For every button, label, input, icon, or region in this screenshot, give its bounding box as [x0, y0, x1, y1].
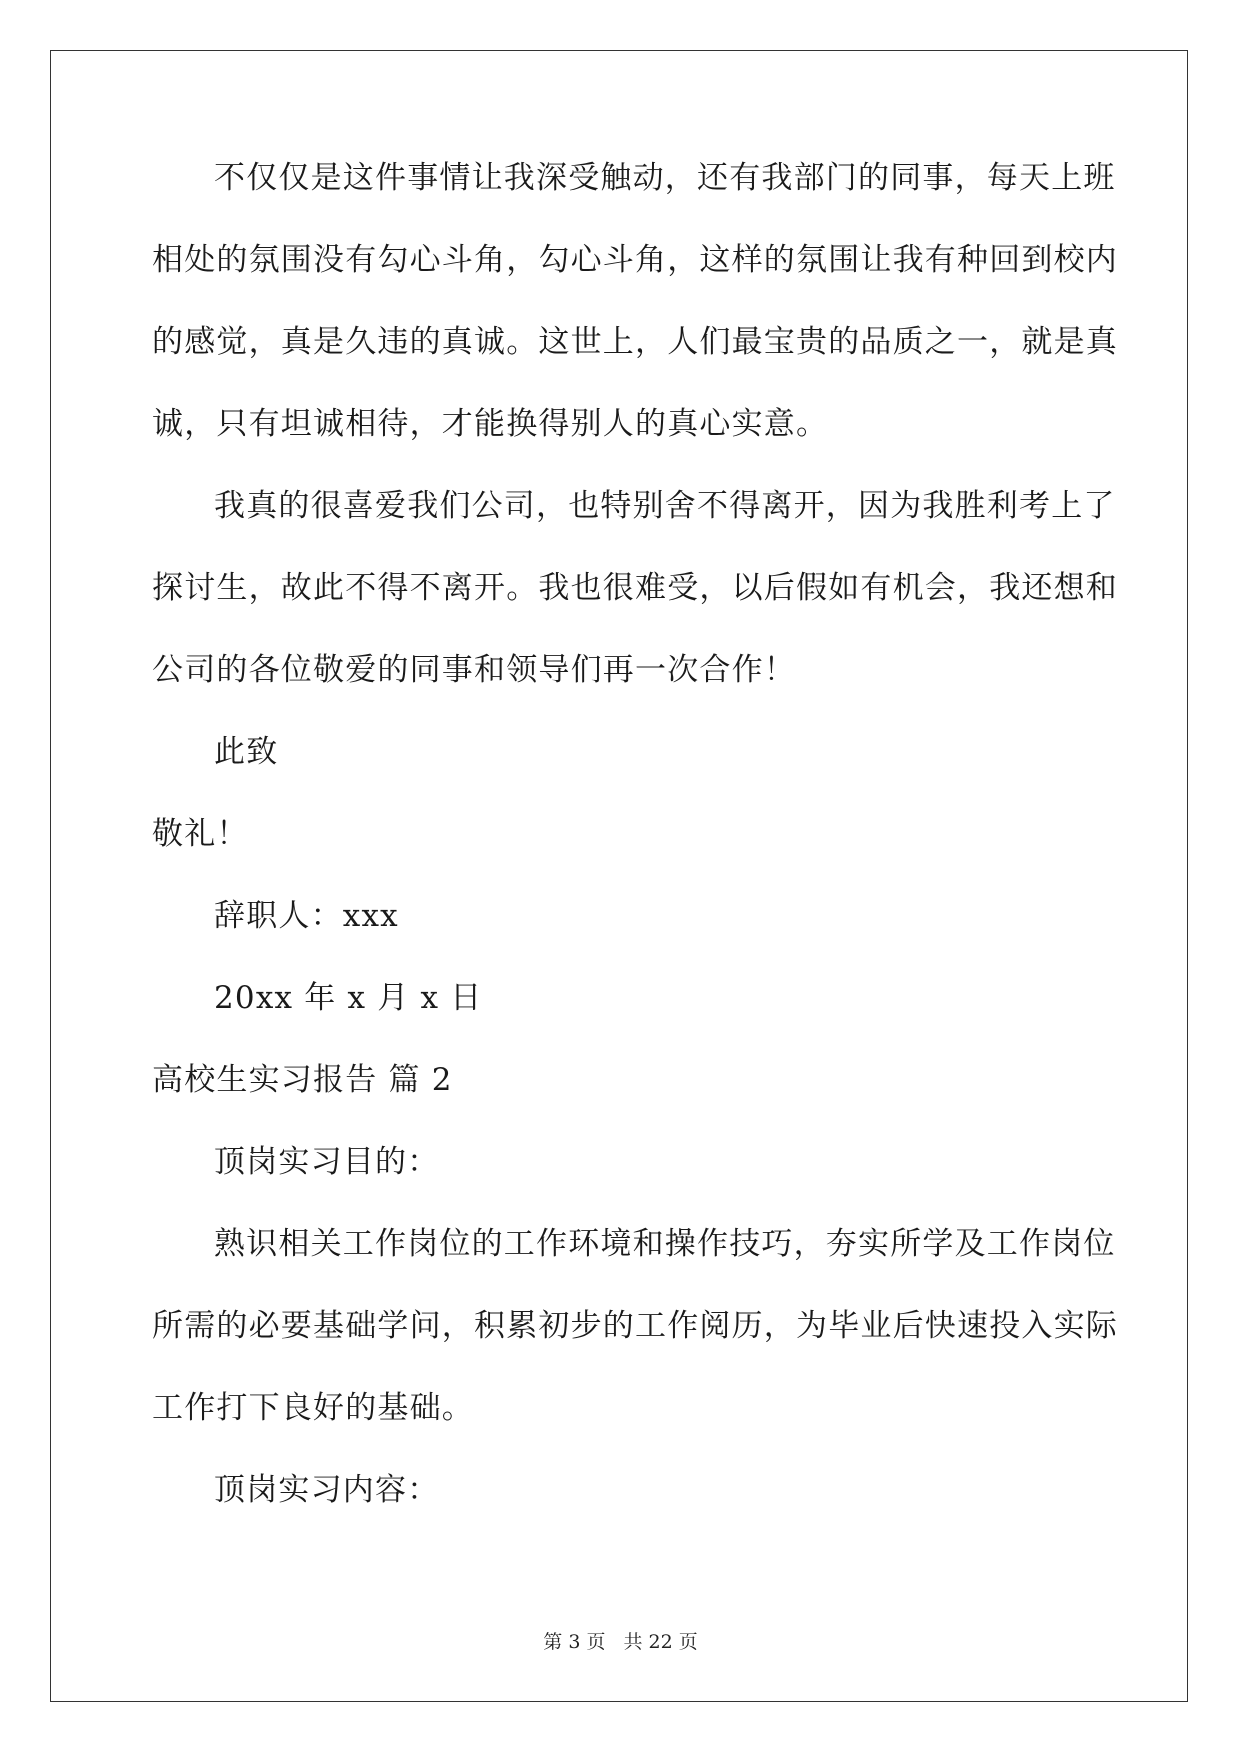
- subheading-line: 顶岗实习内容：: [214, 1472, 440, 1508]
- signature-line: 辞职人：xxx: [214, 898, 399, 934]
- paragraph-line: 相处的氛围没有勾心斗角，勾心斗角，这样的氛围让我有种回到校内: [152, 242, 1118, 278]
- document-body: [152, 160, 1118, 1557]
- paragraph-line: 的感觉，真是久违的真诚。这世上，人们最宝贵的品质之一，就是真: [152, 324, 1118, 360]
- paragraph-line: 我真的很喜爱我们公司，也特别舍不得离开，因为我胜利考上了: [214, 488, 1116, 524]
- paragraph-line: 诚，只有坦诚相待，才能换得别人的真心实意。: [152, 406, 829, 442]
- page-number-current: 第 3 页: [543, 1631, 606, 1653]
- subheading-line: 顶岗实习目的：: [214, 1144, 440, 1180]
- paragraph-line: 不仅仅是这件事情让我深受触动，还有我部门的同事，每天上班: [214, 160, 1116, 196]
- paragraph-line: 公司的各位敬爱的同事和领导们再一次合作！: [152, 652, 796, 688]
- salutation-line: 此致: [214, 734, 279, 770]
- paragraph-line: 工作打下良好的基础。: [152, 1390, 474, 1426]
- paragraph-line: 所需的必要基础学问，积累初步的工作阅历，为毕业后快速投入实际: [152, 1308, 1118, 1344]
- page-number-total: 共 22 页: [623, 1631, 698, 1653]
- paragraph-line: 探讨生，故此不得不离开。我也很难受，以后假如有机会，我还想和: [152, 570, 1118, 606]
- paragraph-line: 熟识相关工作岗位的工作环境和操作技巧，夯实所学及工作岗位: [214, 1226, 1116, 1262]
- date-line: 20xx 年 x 月 x 日: [214, 980, 483, 1016]
- page-footer: [0, 1627, 1241, 1654]
- closing-line: 敬礼！: [152, 816, 249, 852]
- section-heading: 高校生实习报告 篇 2: [152, 1062, 453, 1098]
